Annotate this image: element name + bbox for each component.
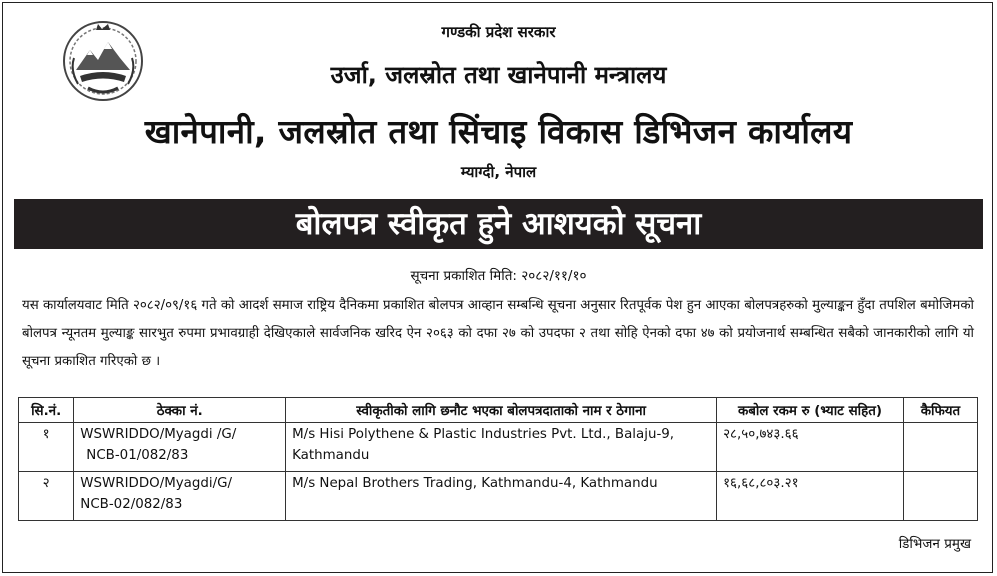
row-remarks — [903, 472, 977, 521]
row-bidder: M/s Nepal Brothers Trading, Kathmandu-4, Kathmandu — [286, 472, 717, 521]
table-row — [19, 423, 978, 472]
header-serial-no: सि.नं. — [19, 398, 74, 423]
row-contract-no — [74, 423, 286, 472]
notice-title: बोलपत्र स्वीकृत हुने आशयको सूचना — [14, 199, 983, 249]
row-bidder: M/s Hisi Polythene & Plastic Industries Pvt. Ltd., Balaju-9, Kathmandu — [286, 423, 717, 472]
row-amount: १६,६८,८०३.२१ — [717, 472, 904, 521]
signature-title: डिभिजन प्रमुख — [898, 536, 971, 552]
header-contract-no: ठेक्का नं. — [74, 398, 286, 423]
government-name: गण्डकी प्रदेश सरकार — [441, 23, 556, 41]
contract-no-line2: NCB-01/082/83 — [86, 448, 189, 463]
row-serial-no: २ — [19, 472, 74, 521]
row-contract-no — [74, 472, 286, 521]
bid-table — [18, 397, 978, 521]
header-amount: कबोल रकम रु (भ्याट सहित) — [717, 398, 904, 423]
contract-no-line1: WSWRIDDO/Myagdi /G/ — [80, 427, 237, 442]
contract-no-line2: NCB-02/082/83 — [80, 497, 183, 512]
ministry-name: उर्जा, जलस्रोत तथा खानेपानी मन्त्रालय — [330, 61, 667, 89]
row-serial-no: १ — [19, 423, 74, 472]
header-bidder: स्वीकृतीको लागि छनौट भएका बोलपत्रदाताको नाम र ठेगाना — [286, 398, 717, 423]
table-header-row — [19, 398, 978, 423]
contract-no-line1: WSWRIDDO/Myagdi/G/ — [80, 476, 233, 491]
row-remarks — [903, 423, 977, 472]
table-row — [19, 472, 978, 521]
header-remarks: कैफियत — [903, 398, 977, 423]
office-name: खानेपानी, जलस्रोत तथा सिंचाइ विकास डिभिजन कार्यालय — [144, 112, 853, 151]
published-date: सूचना प्रकाशित मिति: २०८२/११/१० — [410, 268, 587, 284]
office-location: म्याग्दी, नेपाल — [460, 163, 537, 181]
notice-body: यस कार्यालयवाट मिति २०८२/०९/१६ गते को आदर्श समाज राष्ट्रिय दैनिकमा प्रकाशित बोलपत्र आव्हान सम्बन्धि सूचना अनुसार रितपूर्वक पेश हुन आएका बोलपत्रहरुको मुल्याङ्कन हुँदा तपशिल बमोजिमको बोलपत्र न्यूनतम मुल्याङ्क सारभुत रुपमा प्रभावग्राही देखिएकाले सार्वजनिक खरिद ऐन २०६३ को दफा २७ को उपदफा २ तथा सोहि ऐनको दफा ४७ को प्रयोजनार्थ सम्बन्धित सबैको जानकारीको लागि यो सूचना प्रकाशित गरिएको छ । — [22, 298, 974, 369]
row-amount: २८,५०,७४३.६६ — [717, 423, 904, 472]
